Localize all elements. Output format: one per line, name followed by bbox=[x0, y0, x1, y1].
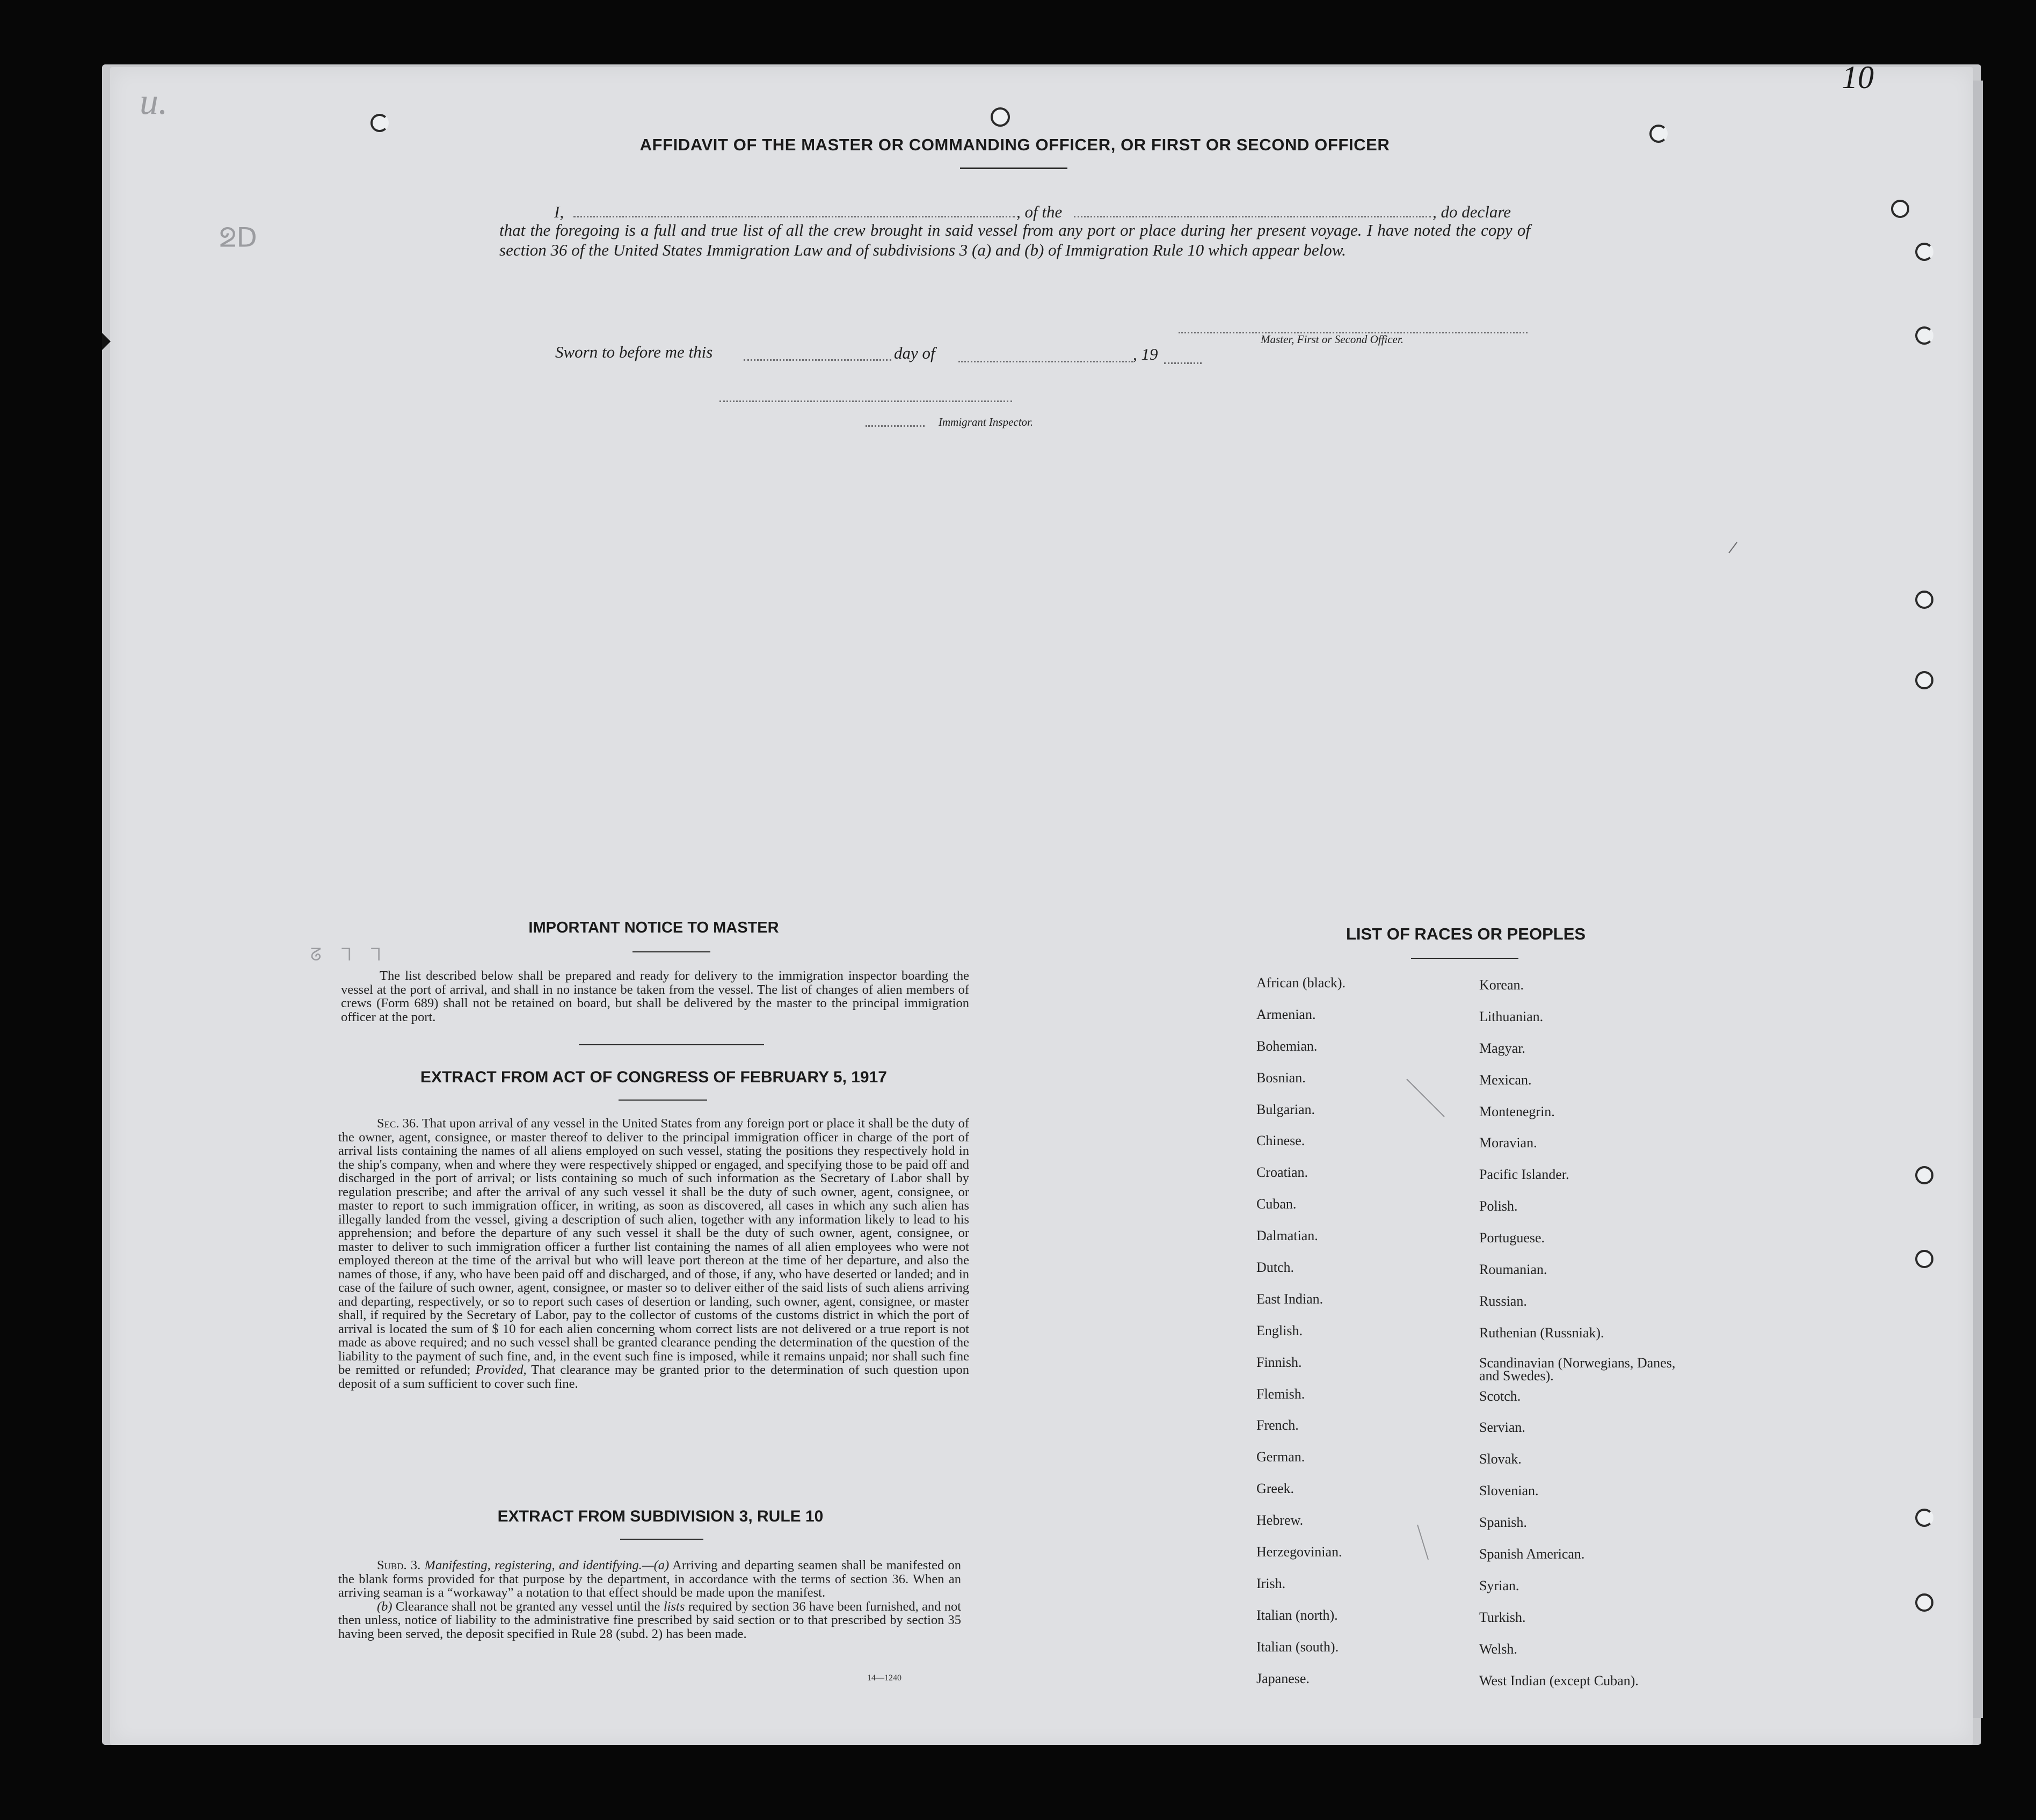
race-item: Finnish. bbox=[1256, 1354, 1302, 1370]
race-item: English. bbox=[1256, 1322, 1303, 1338]
race-item: West Indian (except Cuban). bbox=[1479, 1672, 1639, 1688]
subd-a-label: —(a) bbox=[642, 1558, 670, 1573]
race-item: Montenegrin. bbox=[1479, 1103, 1555, 1119]
race-item: Chinese. bbox=[1256, 1133, 1305, 1149]
race-item: Syrian. bbox=[1479, 1577, 1519, 1593]
notice-title: IMPORTANT NOTICE TO MASTER bbox=[528, 919, 779, 936]
subd-label: Subd. 3. bbox=[377, 1558, 421, 1573]
race-item: Slovak. bbox=[1479, 1451, 1522, 1467]
notice-body: The list described below shall be prepared and ready for delivery to the immigration inspector boarding the vessel at the port of arrival, and shall in no instance be taken from the vessel. The list of changes of alien members of crews (Form 689) shall not be retained on board, but shall be delivered by the master to the principal immigration officer at the port. bbox=[341, 969, 969, 1024]
race-item: French. bbox=[1256, 1417, 1299, 1433]
extract-act-text: That upon arrival of any vessel in the United States from any foreign port or place it shall be the duty of the owner, agent, consignee, or master thereof to deliver to the principal immigration officer in charge of the port of arrival lists containing the names of all aliens employed on such vessel, stating the positions they respectively hold in the ship's company, when and where they were respectively shipped or engaged, and specifying those to be paid off and discharged in the port of arrival; or lists containing so much of such information as the Secretary of Labor shall by regulation prescribe; and after the arrival of any such vessel it shall be the duty of such owner, agent, consignee, or master to report to such immigration officer, in writing, as soon as discovered, all cases in which any such alien has illegally landed from the vessel, giving a description of such alien, together with any information likely to lead to his apprehension; and before the departure of any such vessel it shall be the duty of such owner, agent, consignee, or master to deliver to such immigration officer a further list containing the names of all alien employees who were not employed thereon at the time of the arrival but who will leave port thereon at the time of her departure, and also the names of those, if any, who have been paid off and discharged, and of those, if any, who have deserted or landed; and in case of the failure of such owner, agent, consignee, or master so to deliver either of the said lists of such aliens arriving and departing, respectively, or so to report such cases of desertion or landing, such owner, agent, consignee, or master shall, if required by the Secretary of Labor, pay to the collector of customs of the customs district in which the port of arrival is located the sum of $ 10 for each alien concerning whom correct lists are not delivered or a true report is not made as above required; and no such vessel shall be granted clearance pending the determination of the question of the liability to the payment of such fine, and, in the event such fine is imposed, while it remains unpaid; nor shall such fine be remitted or refunded; bbox=[338, 1116, 969, 1377]
page-number: 10 bbox=[1842, 60, 1874, 95]
subd-a-text: Arriving and departing seamen shall be manifested on the blank forms provided for that purpose by the department, in accordance with the terms of section 36. When an arriving seaman is a “workaway” a notation to that effect should be made upon the manifest. bbox=[338, 1558, 961, 1600]
subd-heading: Manifesting, registering, and identifying. bbox=[424, 1558, 642, 1573]
race-item: Armenian. bbox=[1256, 1006, 1316, 1022]
race-item: Portuguese. bbox=[1479, 1230, 1545, 1246]
race-item: Flemish. bbox=[1256, 1386, 1305, 1402]
extract-act-text-end: That clearance may be granted prior to the determination of such question upon deposit of a sum sufficient to cover such fine. bbox=[338, 1363, 969, 1391]
race-item: Japanese. bbox=[1256, 1670, 1310, 1686]
race-item: African (black). bbox=[1256, 975, 1346, 991]
bleed-through-mark: u. bbox=[140, 81, 168, 122]
race-item: Italian (north). bbox=[1256, 1607, 1338, 1623]
race-item: Italian (south). bbox=[1256, 1639, 1339, 1655]
race-item: Irish. bbox=[1256, 1575, 1286, 1591]
race-item: German. bbox=[1256, 1449, 1305, 1465]
affidavit-title: AFFIDAVIT OF THE MASTER OR COMMANDING OFFICER, OR FIRST OR SECOND OFFICER bbox=[639, 135, 1390, 154]
sworn-prefix: Sworn to before me this bbox=[555, 343, 713, 361]
race-item: Ruthenian (Russniak). bbox=[1479, 1324, 1604, 1341]
extract-rule-title: EXTRACT FROM SUBDIVISION 3, RULE 10 bbox=[497, 1508, 824, 1525]
race-item: Korean. bbox=[1479, 977, 1524, 993]
extract-sec-label: Sec. 36. bbox=[377, 1116, 419, 1131]
race-item: Cuban. bbox=[1256, 1196, 1297, 1212]
race-item: East Indian. bbox=[1256, 1291, 1324, 1307]
race-item: Dutch. bbox=[1256, 1260, 1295, 1276]
subd-b-start: Clearance shall not be granted any vessel until the bbox=[395, 1599, 660, 1614]
race-item: Dalmatian. bbox=[1256, 1228, 1318, 1244]
race-item: Russian. bbox=[1479, 1293, 1527, 1309]
extract-provided: Provided, bbox=[475, 1363, 527, 1377]
race-item: Croatian. bbox=[1256, 1164, 1308, 1181]
subd-b-end: required by section 36 have been furnished, and not then unless, notice of liability to the administrative fine prescribed by said section or to that prescribed by section 35 having been served, the deposit specified in Rule 28 (subd. 2) has been made. bbox=[338, 1599, 962, 1641]
form-number: 14—1240 bbox=[867, 1673, 901, 1683]
subd-b-lists: lists bbox=[663, 1599, 685, 1614]
affidavit-i: I, bbox=[554, 202, 564, 221]
inspector-label: Immigrant Inspector. bbox=[939, 416, 1034, 428]
race-item: Scandinavian (Norwegians, Danes, and Swedes). bbox=[1479, 1355, 1676, 1384]
race-item: Slovenian. bbox=[1479, 1483, 1539, 1499]
race-item: Spanish American. bbox=[1479, 1546, 1585, 1562]
race-item: Magyar. bbox=[1479, 1040, 1525, 1056]
race-item: Welsh. bbox=[1479, 1641, 1517, 1657]
race-item: Bohemian. bbox=[1256, 1038, 1318, 1054]
race-item: Servian. bbox=[1479, 1419, 1525, 1436]
sworn-day: day of bbox=[894, 344, 935, 362]
race-item: Bosnian. bbox=[1256, 1069, 1306, 1086]
race-item: Lithuanian. bbox=[1479, 1008, 1544, 1024]
subd-b-label: (b) bbox=[377, 1599, 392, 1614]
affidavit-do-declare: , do declare bbox=[1433, 202, 1511, 221]
race-item: Mexican. bbox=[1479, 1072, 1532, 1088]
race-item: Bulgarian. bbox=[1256, 1101, 1315, 1117]
race-item: Roumanian. bbox=[1479, 1262, 1547, 1278]
race-item: Herzegovinian. bbox=[1256, 1544, 1342, 1560]
affidavit-of-the: , of the bbox=[1016, 202, 1063, 221]
bleed-through-mark: ᗡᘔ bbox=[219, 221, 257, 251]
race-item: Spanish. bbox=[1479, 1515, 1527, 1531]
race-item: Polish. bbox=[1479, 1198, 1518, 1214]
race-item: Pacific Islander. bbox=[1479, 1167, 1569, 1183]
races-title: LIST OF RACES OR PEOPLES bbox=[1346, 924, 1586, 943]
sworn-year: , 19 bbox=[1133, 345, 1158, 363]
race-item: Greek. bbox=[1256, 1481, 1295, 1497]
affidavit-body: that the foregoing is a full and true list of all the crew brought in said vessel from any port or place during her present voyage. I have noted the copy of section 36 of the United States Immigration Law and of subdivisions 3 (a) and (b) of Immigration Rule 10 which appear below. bbox=[499, 221, 1530, 259]
race-item: Scotch. bbox=[1479, 1388, 1521, 1404]
race-item: Hebrew. bbox=[1256, 1512, 1304, 1528]
signature-label: Master, First or Second Officer. bbox=[1261, 333, 1404, 346]
extract-act-title: EXTRACT FROM ACT OF CONGRESS OF FEBRUARY 5, 1917 bbox=[420, 1068, 887, 1086]
race-item: Moravian. bbox=[1479, 1135, 1537, 1151]
bleed-through-mark: ᘔ ᒣ ᒣ bbox=[310, 945, 388, 964]
race-item: Turkish. bbox=[1479, 1609, 1526, 1625]
